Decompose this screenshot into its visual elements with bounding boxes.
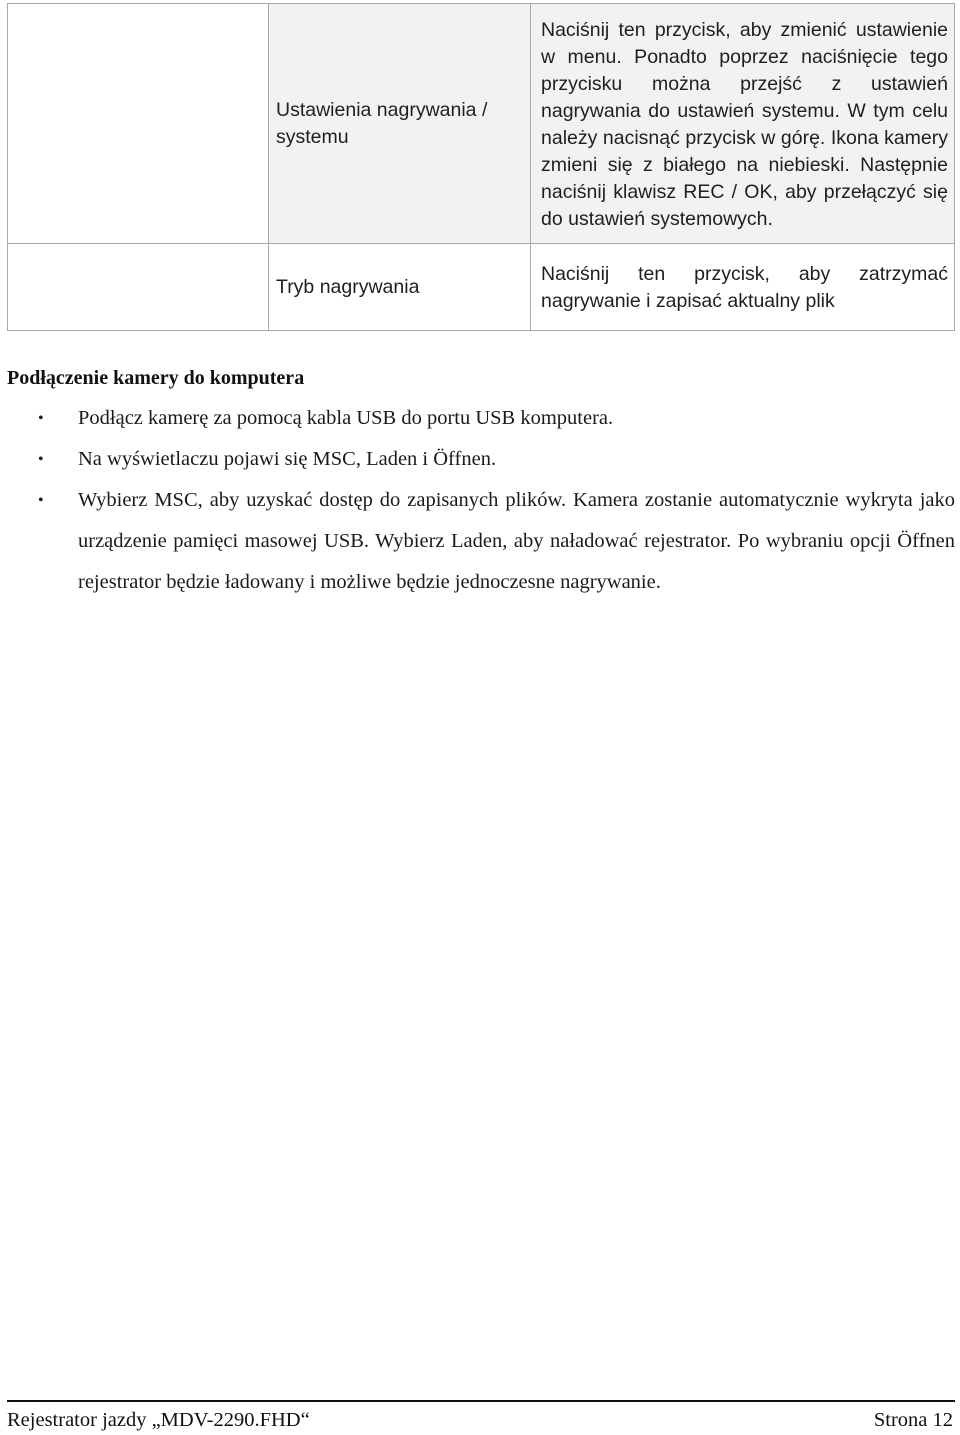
list-item-text: Wybierz MSC, aby uzyskać dostęp do zapisanych plików. Kamera zostanie automatycznie wykryta jako urządzenie pamięci masowej USB. Wybierz Laden, aby naładować rejestrator. Po wybraniu opcji Öffnen rejestrator będzie ładowany i możliwe będzie jednoczesne nagrywanie. — [78, 489, 955, 593]
bullet-icon: • — [38, 492, 44, 509]
button-description: Naciśnij ten przycisk, aby zatrzymać nagrywanie i zapisać aktualny plik — [531, 244, 955, 331]
list-item-text: Podłącz kamerę za pomocą kabla USB do portu USB komputera. — [78, 407, 614, 429]
section-heading: Podłączenie kamery do komputera — [7, 367, 305, 389]
list-item — [0, 398, 955, 439]
bullet-list — [0, 398, 955, 603]
button-description-table — [7, 3, 955, 331]
list-item — [0, 480, 955, 603]
table-row — [8, 4, 955, 244]
bullet-icon: • — [38, 451, 44, 468]
table-row — [8, 244, 955, 331]
button-image-cell — [8, 244, 269, 331]
button-image-cell — [8, 4, 269, 244]
footer-divider — [7, 1400, 955, 1402]
button-label: Ustawienia nagrywania / systemu — [269, 4, 531, 244]
button-description: Naciśnij ten przycisk, aby zmienić ustawienie w menu. Ponadto poprzez naciśnięcie tego przycisku można przejść z ustawień nagrywania do ustawień systemu. W tym celu należy nacisnąć przycisk w górę. Ikona kamery zmieni się z białego na niebieski. Następnie naciśnij klawisz REC / OK, aby przełączyć się do ustawień systemowych. — [531, 4, 955, 244]
button-label: Tryb nagrywania — [269, 244, 531, 331]
bullet-icon: • — [38, 410, 44, 427]
list-item-text: Na wyświetlaczu pojawi się MSC, Laden i Öffnen. — [78, 448, 497, 470]
list-item — [0, 439, 955, 480]
footer-page-number: Strona 12 — [873, 1409, 953, 1431]
footer-document-title: Rejestrator jazdy „MDV-2290.FHD“ — [7, 1409, 310, 1431]
